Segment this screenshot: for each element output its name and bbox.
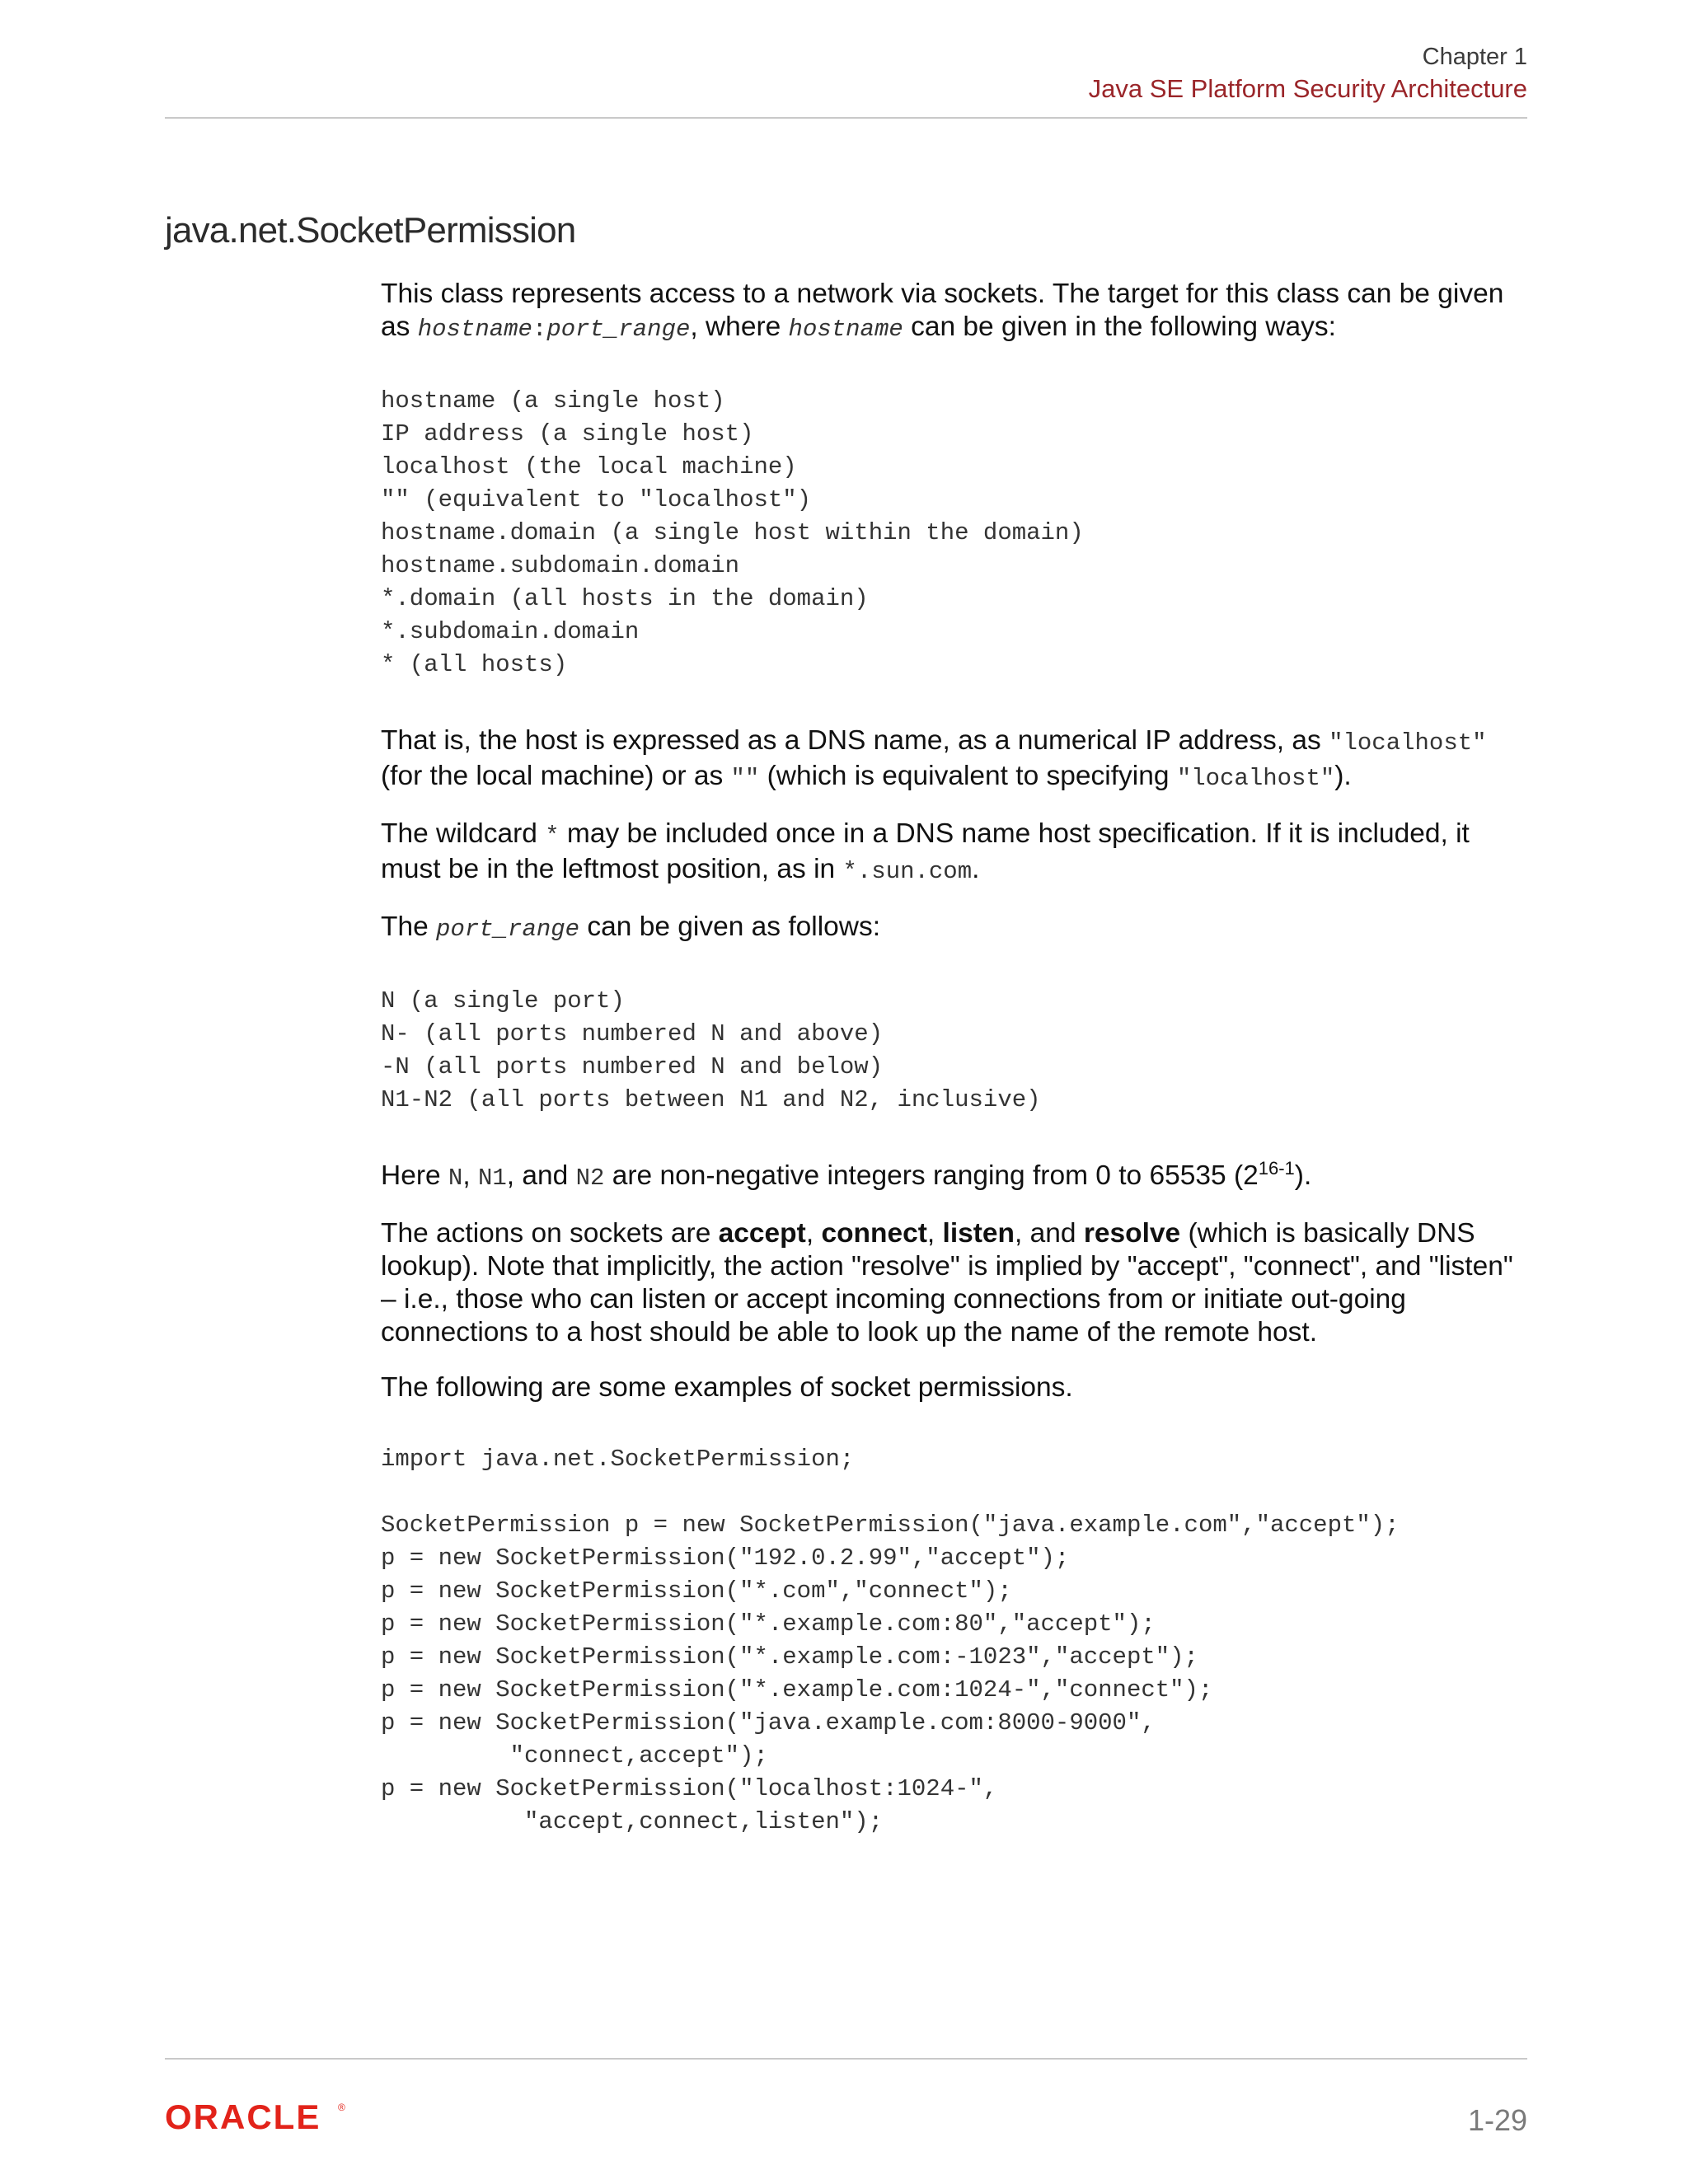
section-body xyxy=(381,278,1535,1882)
host-explanation-paragraph: That is, the host is expressed as a DNS name, as a numerical IP address, as "localhost" (for the local machine) or as "" (which is equivalent to specifying "localhost"). xyxy=(381,725,1487,792)
example-code-line xyxy=(381,1476,1535,1509)
exponent: 16-1 xyxy=(1258,1157,1295,1179)
example-code-line: p = new SocketPermission("*.example.com:80","accept"); xyxy=(381,1610,1156,1638)
hostname-code-line: "" (equivalent to "localhost") xyxy=(381,486,812,513)
example-code-line: "accept,connect,listen"); xyxy=(381,1808,884,1835)
example-code-line: p = new SocketPermission("*.com","connect"); xyxy=(381,1577,1012,1605)
example-code-line: "connect,accept"); xyxy=(381,1742,768,1769)
section-title: java.net.SocketPermission xyxy=(165,210,576,251)
actions-paragraph: The actions on sockets are accept, connect, listen, and resolve (which is basically DNS lookup). Note that implicitly, the action "resolve" is implied by "accept", "connect", and "listen" – i.e., those who can listen or accept incoming connections from or initiate out-going connections to a host should be able to look up the name of the remote host. xyxy=(381,1218,1513,1347)
port-values-paragraph: Here N, N1, and N2 are non-negative integers ranging from 0 to 65535 (2$^{16-1}$). xyxy=(381,1157,1312,1192)
example-code-line: p = new SocketPermission("java.example.com:8000-9000", xyxy=(381,1709,1156,1736)
hostname-code-line: localhost (the local machine) xyxy=(381,453,797,480)
example-code-line: import java.net.SocketPermission; xyxy=(381,1446,855,1473)
hostname-code-line: hostname (a single host) xyxy=(381,387,725,415)
oracle-logo-text: ORACLE xyxy=(165,2099,321,2135)
example-code-line: p = new SocketPermission("*.example.com:-1023","accept"); xyxy=(381,1643,1198,1671)
oracle-logo xyxy=(165,2099,354,2139)
example-code-line: p = new SocketPermission("localhost:1024-", xyxy=(381,1775,998,1802)
wildcard-paragraph: The wildcard * may be included once in a DNS name host specification. If it is included, it must be in the leftmost position, as in *.sun.com. xyxy=(381,818,1470,885)
example-code-line: p = new SocketPermission("192.0.2.99","accept"); xyxy=(381,1544,1070,1572)
port-code-line: -N (all ports numbered N and below) xyxy=(381,1053,884,1080)
chapter-label: Chapter 1 xyxy=(1422,44,1527,70)
port-code-line: N (a single port) xyxy=(381,987,625,1015)
chapter-title: Java SE Platform Security Architecture xyxy=(1088,74,1527,103)
port-code-line: N- (all ports numbered N and above) xyxy=(381,1020,884,1047)
footer-divider xyxy=(165,2058,1527,2060)
port-code-line: N1-N2 (all ports between N1 and N2, inclusive) xyxy=(381,1086,1041,1113)
port-range-paragraph: The port_range can be given as follows: xyxy=(381,912,881,943)
examples-intro-paragraph: The following are some examples of socket permissions. xyxy=(381,1372,1073,1403)
hostname-code-line: hostname.domain (a single host within the domain) xyxy=(381,519,1084,546)
header-divider xyxy=(165,117,1527,119)
page-number: 1-29 xyxy=(1467,2103,1527,2137)
oracle-logo-mark xyxy=(165,2099,354,2135)
hostname-code-line: IP address (a single host) xyxy=(381,420,754,448)
hostname-code-block xyxy=(381,385,1535,682)
hostname-code-line: * (all hosts) xyxy=(381,651,568,678)
page-header xyxy=(1089,41,1527,105)
port-range-code-block xyxy=(381,985,1535,1117)
intro-paragraph: This class represents access to a network via sockets. The target for this class can be given as hostname:port_range, where hostname can be given in the following ways: xyxy=(381,279,1504,343)
examples-code-block xyxy=(381,1443,1535,1839)
hostname-code-line: hostname.subdomain.domain xyxy=(381,552,740,579)
hostname-code-line: *.subdomain.domain xyxy=(381,618,640,645)
hostname-code-line: *.domain (all hosts in the domain) xyxy=(381,585,869,612)
example-code-line: SocketPermission p = new SocketPermission("java.example.com","accept"); xyxy=(381,1511,1400,1539)
registered-mark: ® xyxy=(338,2102,345,2113)
example-code-line: p = new SocketPermission("*.example.com:1024-","connect"); xyxy=(381,1676,1213,1704)
